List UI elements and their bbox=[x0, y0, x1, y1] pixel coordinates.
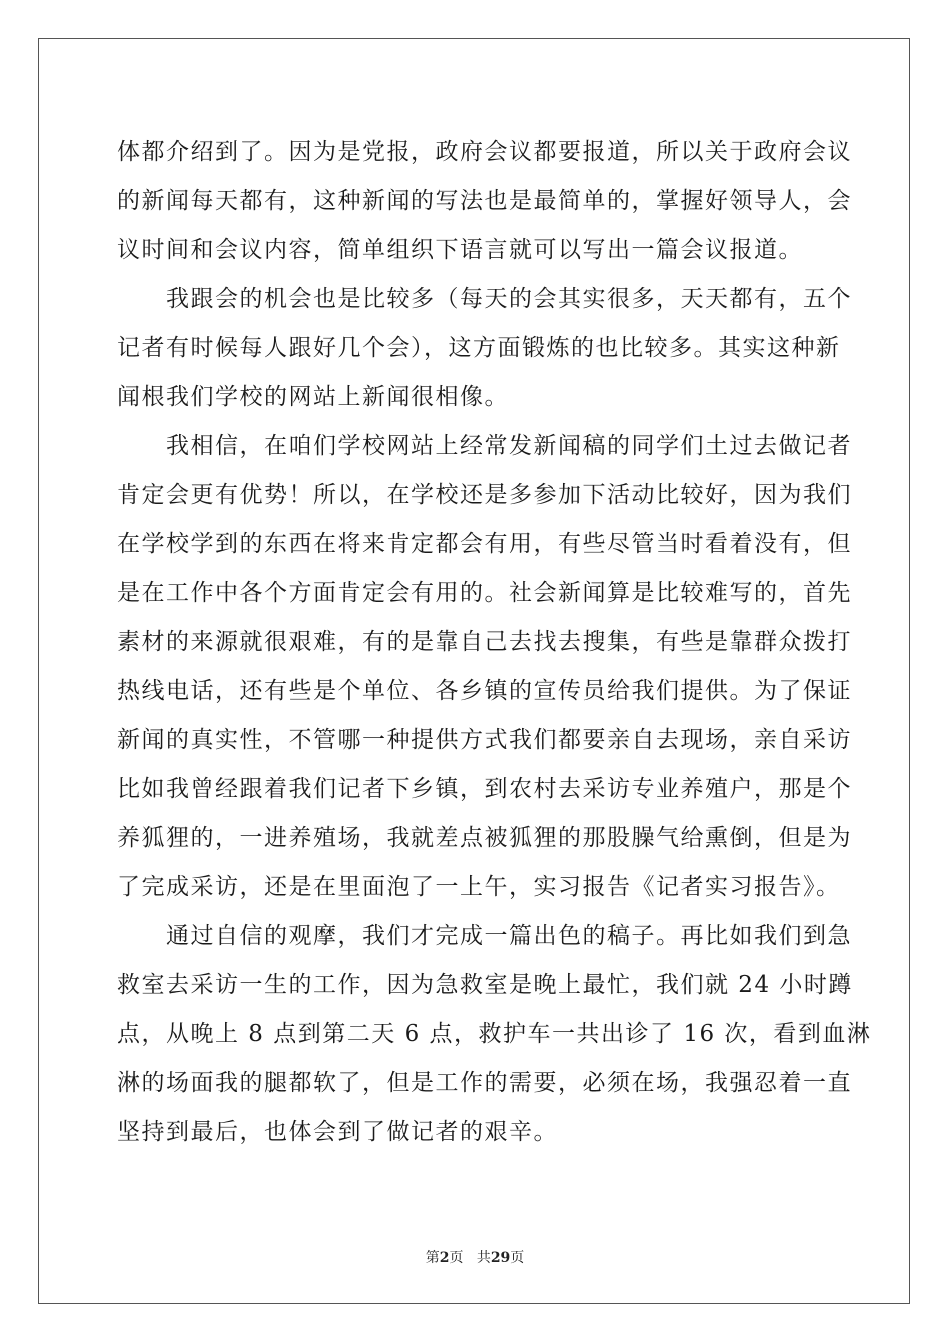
text-line: 坚持到最后，也体会到了做记者的艰辛。 bbox=[117, 1119, 558, 1145]
text-line: 救室去采访一生的工作，因为急救室是晚上最忙，我们就 24 小时蹲 bbox=[117, 972, 853, 998]
text-line: 热线电话，还有些是个单位、各乡镇的宣传员给我们提供。为了保证 bbox=[117, 678, 852, 704]
text-line: 素材的来源就很艰难，有的是靠自己去找去搜集，有些是靠群众拨打 bbox=[117, 629, 852, 655]
text-line: 点，从晚上 8 点到第二天 6 点，救护车一共出诊了 16 次，看到血淋 bbox=[117, 1021, 872, 1047]
total-suffix: 页 bbox=[510, 1250, 525, 1266]
text-line: 记者有时候每人跟好几个会），这方面锻炼的也比较多。其实这种新 bbox=[117, 335, 841, 361]
text-line: 我跟会的机会也是比较多（每天的会其实很多，天天都有，五个 bbox=[117, 286, 852, 312]
total-prefix: 共 bbox=[476, 1250, 491, 1266]
text-line: 了完成采访，还是在里面泡了一上午，实习报告《记者实习报告》。 bbox=[117, 874, 841, 900]
text-line: 体都介绍到了。因为是党报，政府会议都要报道，所以关于政府会议 bbox=[117, 139, 852, 165]
page-footer bbox=[0, 1247, 950, 1267]
text-line: 议时间和会议内容，简单组织下语言就可以写出一篇会议报道。 bbox=[117, 237, 803, 263]
text-line: 肯定会更有优势！所以，在学校还是多参加下活动比较好，因为我们 bbox=[117, 482, 852, 508]
page-number: 2 bbox=[439, 1250, 450, 1266]
text-line: 通过自信的观摩，我们才完成一篇出色的稿子。再比如我们到急 bbox=[117, 923, 852, 949]
text-line: 比如我曾经跟着我们记者下乡镇，到农村去采访专业养殖户，那是个 bbox=[117, 776, 852, 802]
text-line: 我相信，在咱们学校网站上经常发新闻稿的同学们土过去做记者 bbox=[117, 433, 852, 459]
text-line: 新闻的真实性，不管哪一种提供方式我们都要亲自去现场，亲自采访 bbox=[117, 727, 852, 753]
text-line: 在学校学到的东西在将来肯定都会有用，有些尽管当时看着没有，但 bbox=[117, 531, 852, 557]
text-line: 淋的场面我的腿都软了，但是工作的需要，必须在场，我强忍着一直 bbox=[117, 1070, 852, 1096]
document-body bbox=[117, 128, 872, 1157]
text-line: 闻根我们学校的网站上新闻很相像。 bbox=[117, 384, 509, 410]
total-pages: 29 bbox=[490, 1250, 511, 1266]
text-line: 养狐狸的，一进养殖场，我就差点被狐狸的那股臊气给熏倒，但是为 bbox=[117, 825, 852, 851]
page-suffix: 页 bbox=[449, 1250, 464, 1266]
page-prefix: 第 bbox=[425, 1250, 440, 1266]
text-line: 的新闻每天都有，这种新闻的写法也是最简单的，掌握好领导人，会 bbox=[117, 188, 852, 214]
text-line: 是在工作中各个方面肯定会有用的。社会新闻算是比较难写的，首先 bbox=[117, 580, 852, 606]
